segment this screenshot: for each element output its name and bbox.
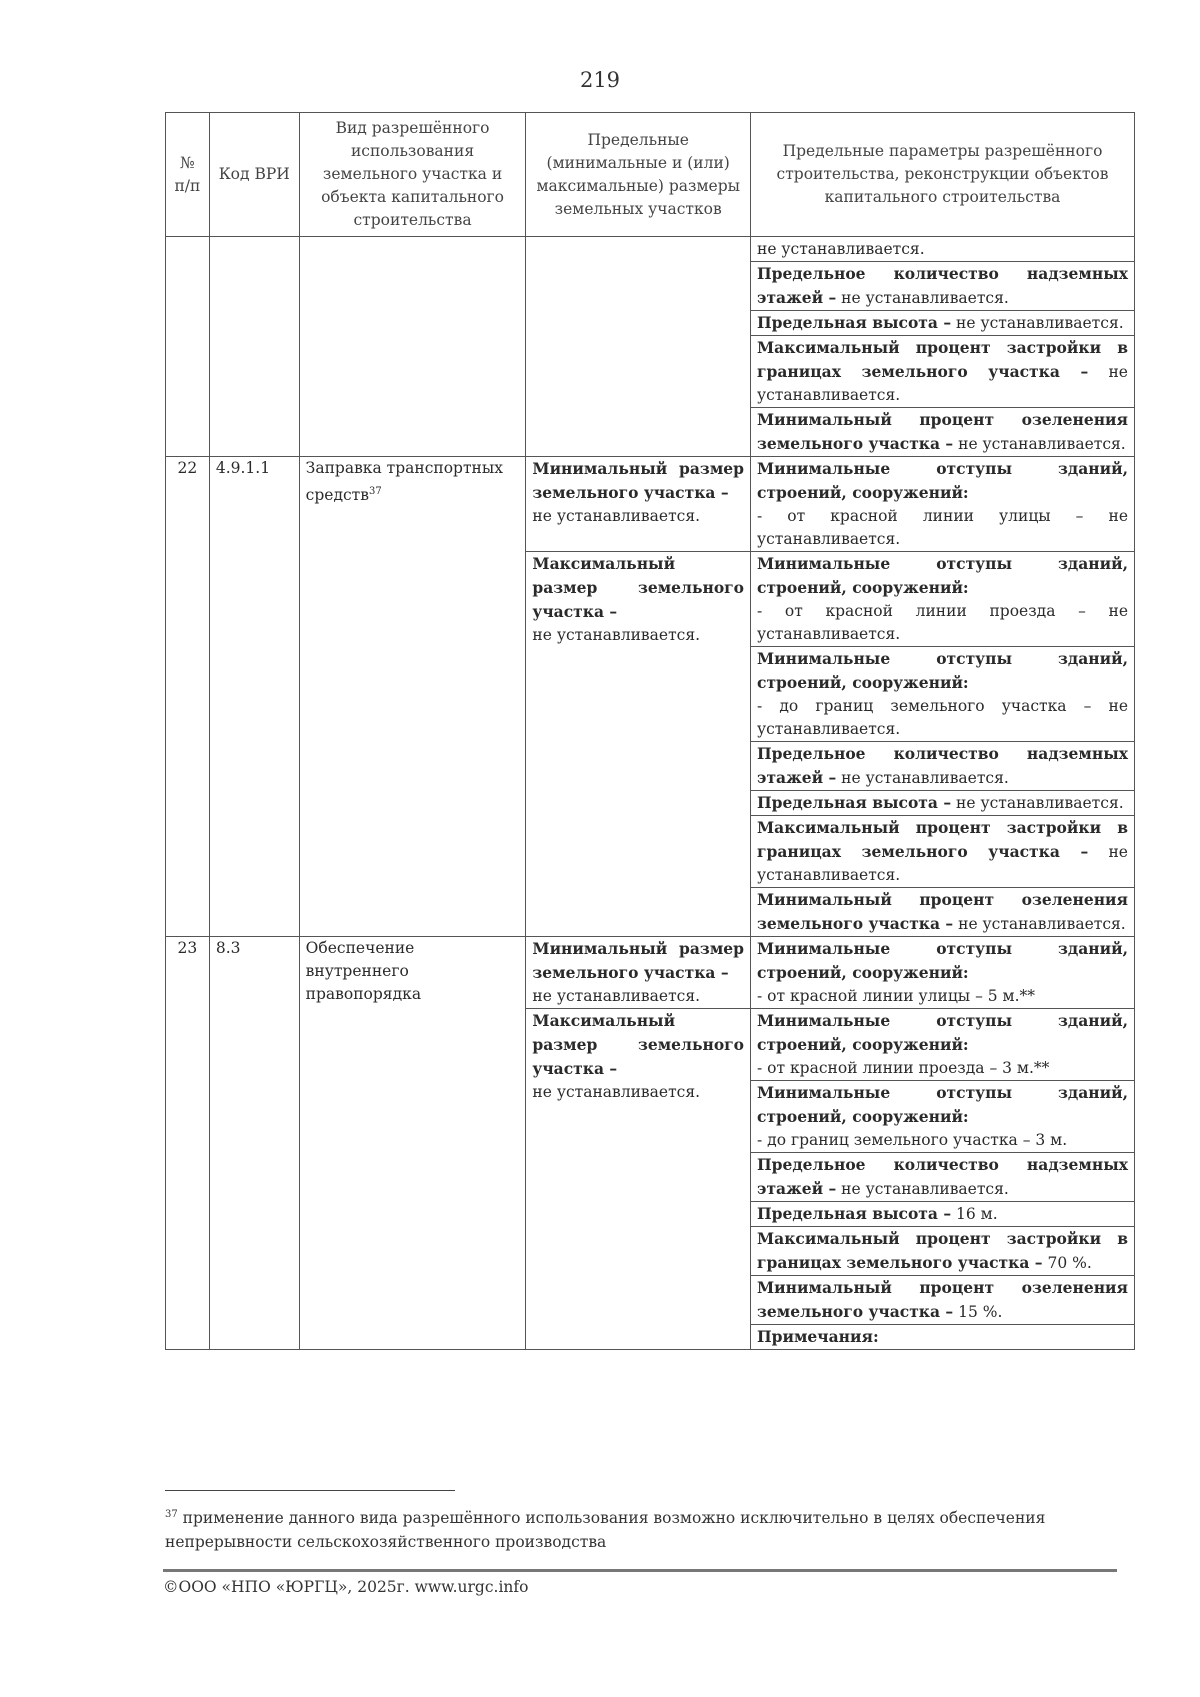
min-plot-size: Минимальный размер земельного участка – не устанавливается. (526, 457, 751, 552)
param-cell: Минимальный процент озеленения земельного участка – 15 %. (751, 1276, 1135, 1325)
cont-code-cell (209, 237, 299, 457)
param-cell: Предельная высота – 16 м. (751, 1202, 1135, 1227)
param-cell: Предельная высота – не устанавливается. (751, 791, 1135, 816)
header-plot-size: Предельные (минимальные и (или) максимальные) размеры земельных участков (526, 113, 751, 237)
footnote-divider (165, 1490, 455, 1491)
param-cell: Минимальный процент озеленения земельного участка – не устанавливается. (751, 888, 1135, 937)
row-use-name: Заправка транспортных средств$^{37}$ (299, 457, 526, 937)
cont-size-cell (526, 237, 751, 457)
param-cell: Минимальные отступы зданий, строений, сооружений: - до границ земельного участка – 3 м. (751, 1081, 1135, 1153)
table-row (166, 237, 1135, 262)
param-cell: Предельное количество надземных этажей – не устанавливается. (751, 742, 1135, 791)
param-cell: Минимальные отступы зданий, строений, сооружений: - от красной линии улицы – 5 м.** (751, 937, 1135, 1009)
footnote-marker: 37 (165, 1509, 178, 1520)
table-row (166, 937, 1135, 1009)
param-cell: Минимальные отступы зданий, строений, сооружений: - от красной линии улицы – не устанавливается. (751, 457, 1135, 552)
table-header-row (166, 113, 1135, 237)
footer-divider (163, 1569, 1117, 1572)
zoning-table (165, 112, 1135, 1350)
row-use-name: Обеспечение внутреннего правопорядка (299, 937, 526, 1350)
header-num: № п/п (166, 113, 210, 237)
footnote-ref: 37 (368, 486, 382, 497)
min-plot-size: Минимальный размер земельного участка – не устанавливается. (526, 937, 751, 1009)
param-cell: Минимальный процент озеленения земельного участка – не устанавливается. (751, 408, 1135, 457)
row-number: 22 (166, 457, 210, 937)
param-cell: Минимальные отступы зданий, строений, сооружений: - от красной линии проезда – 3 м.** (751, 1009, 1135, 1081)
param-cell: Максимальный процент застройки в границах земельного участка – 70 %. (751, 1227, 1135, 1276)
param-cell: Предельное количество надземных этажей – не устанавливается. (751, 1153, 1135, 1202)
cont-num-cell (166, 237, 210, 457)
header-code: Код ВРИ (209, 113, 299, 237)
cont-name-cell (299, 237, 526, 457)
param-cell: Максимальный процент застройки в границах земельного участка – не устанавливается. (751, 336, 1135, 408)
notes-cell: Примечания: (751, 1325, 1135, 1350)
param-cell: Минимальные отступы зданий, строений, сооружений: - от красной линии проезда – не устанавливается. (751, 552, 1135, 647)
row-code: 8.3 (209, 937, 299, 1350)
param-cell: Минимальные отступы зданий, строений, сооружений: - до границ земельного участка – не устанавливается. (751, 647, 1135, 742)
footnote (165, 1503, 1115, 1554)
max-plot-size: Максимальный размер земельного участка – не устанавливается. (526, 552, 751, 937)
row-code: 4.9.1.1 (209, 457, 299, 937)
table-row (166, 457, 1135, 552)
param-cell: Максимальный процент застройки в границах земельного участка – не устанавливается. (751, 816, 1135, 888)
param-cell: Предельная высота – не устанавливается. (751, 311, 1135, 336)
footnote-text: применение данного вида разрешённого использования возможно исключительно в целях обеспечения непрерывности сельскохозяйственного производства (165, 1509, 1046, 1552)
page-number: 219 (579, 68, 621, 92)
row-number: 23 (166, 937, 210, 1350)
max-plot-size: Максимальный размер земельного участка – не устанавливается. (526, 1009, 751, 1350)
footer-copyright: ©ООО «НПО «ЮРГЦ», 2025г. www.urgc.info (163, 1578, 529, 1596)
param-cell: не устанавливается. (751, 237, 1135, 262)
header-build-params: Предельные параметры разрешённого строительства, реконструкции объектов капитального строительства (751, 113, 1135, 237)
param-cell: Предельное количество надземных этажей – не устанавливается. (751, 262, 1135, 311)
header-use-type: Вид разрешённого использования земельного участка и объекта капитального строительства (299, 113, 526, 237)
